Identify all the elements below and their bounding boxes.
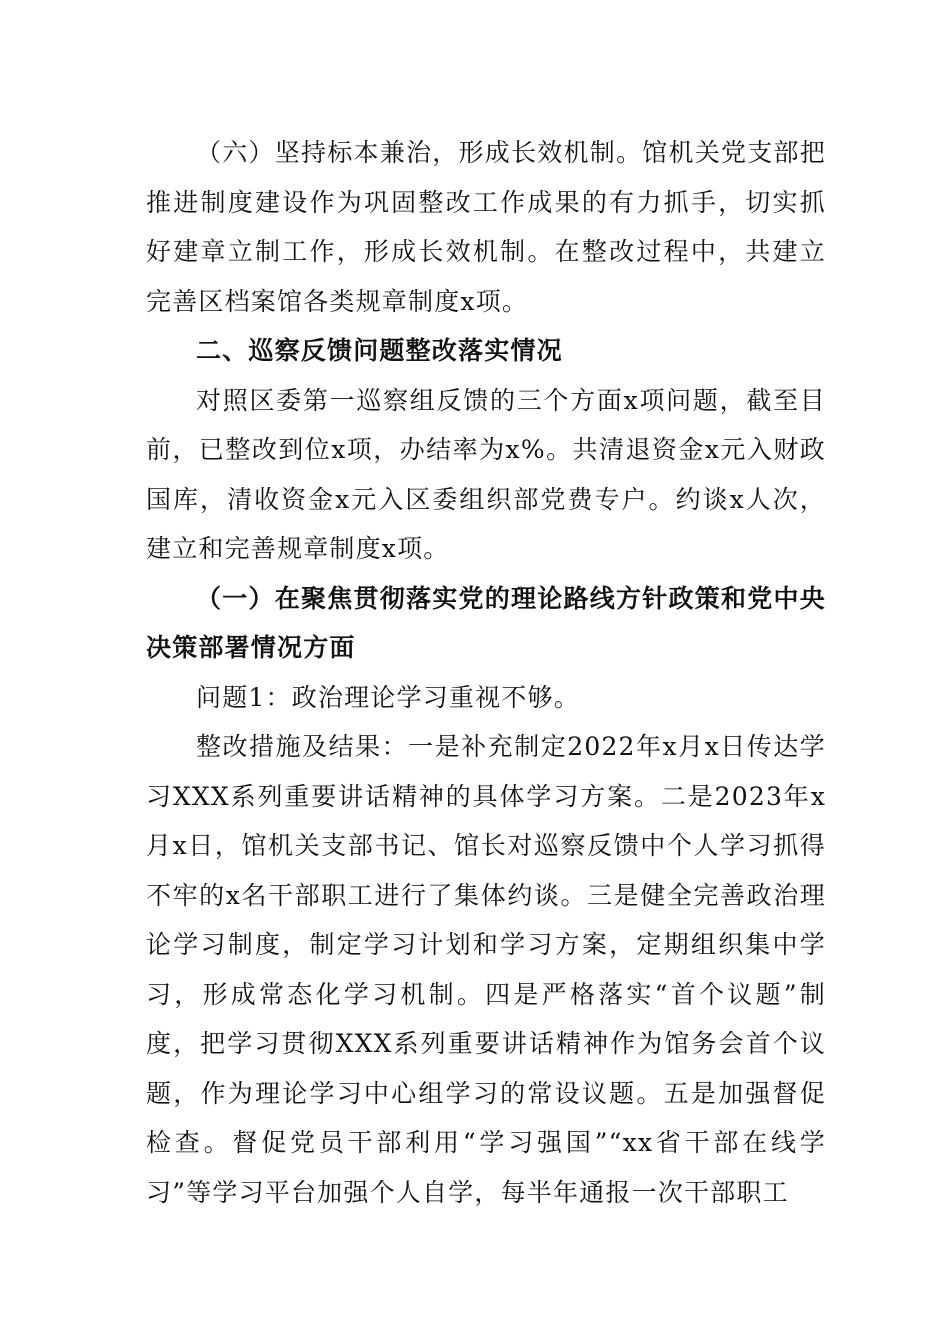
paragraph-measures-and-results: 整改措施及结果：一是补充制定2022年x月x日传达学习XXX系列重要讲话精神的具体学习方案。二是2023年x月x日，馆机关支部书记、馆长对巡察反馈中个人学习抓得不牢的x名干部职工进行了集体约谈。三是健全完善政治理论学习制度，制定学习计划和学习方案，定期组织集中学习，形成常态化学习机制。四是严格落实“首个议题”制度，把学习贯彻XXX系列重要讲话精神作为馆务会首个议题，作为理论学习中心组学习的常设议题。五是加强督促检查。督促党员干部利用“学习强国”“xx省干部在线学习”等学习平台加强个人自学，每半年通报一次干部职工	[146, 732, 826, 1207]
paragraph-problem-1: 问题1：政治理论学习重视不够。	[196, 682, 580, 712]
document-body	[146, 128, 826, 1217]
section-heading-inspection-feedback: 二、巡察反馈问题整改落实情况	[196, 336, 563, 365]
paragraph-rectification-summary: 对照区委第一巡察组反馈的三个方面x项问题，截至目前，已整改到位x项，办结率为x%。共清退资金x元入财政国库，清收资金x元入区委组织部党费专户。约谈x人次，建立和完善规章制度x项。	[146, 385, 826, 563]
paragraph-institution-building: （六）坚持标本兼治，形成长效机制。馆机关党支部把推进制度建设作为巩固整改工作成果的有力抓手，切实抓好建章立制工作，形成长效机制。在整改过程中，共建立完善区档案馆各类规章制度x项。	[146, 138, 826, 316]
subsection-heading-party-theory: （一）在聚焦贯彻落实党的理论路线方针政策和党中央决策部署情况方面	[146, 583, 826, 662]
